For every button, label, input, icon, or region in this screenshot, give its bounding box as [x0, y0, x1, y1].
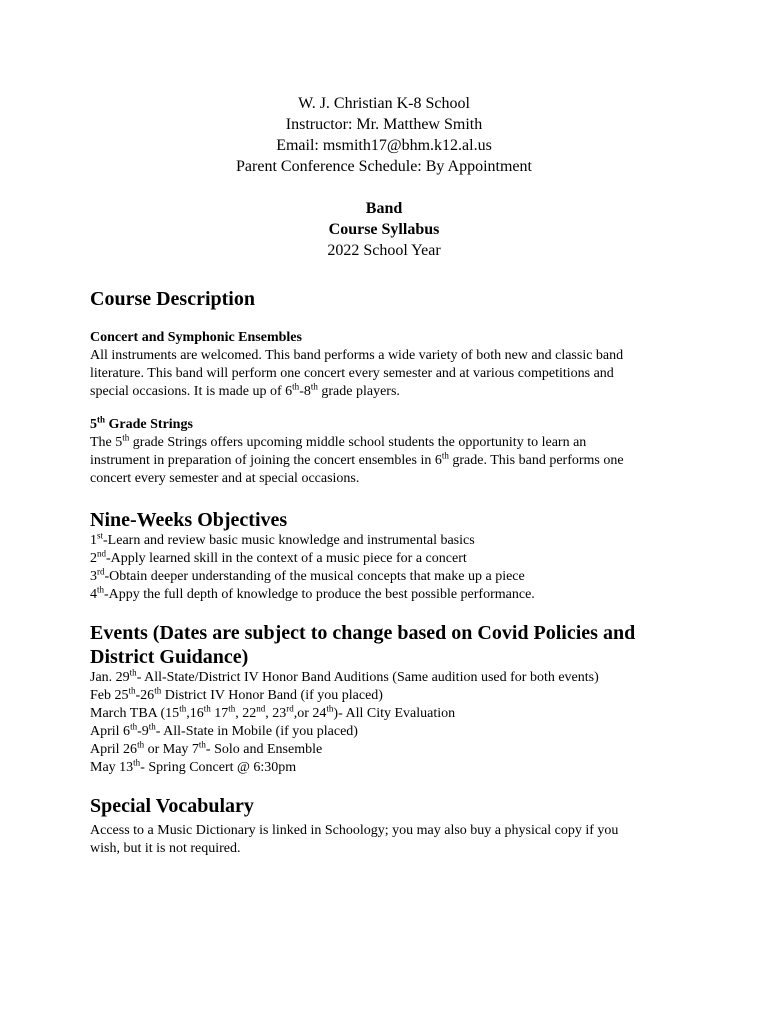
title-block — [0, 198, 768, 261]
strings-block — [90, 416, 690, 488]
email-line: Email: msmith17@bhm.k12.al.us — [276, 137, 492, 154]
vocabulary-line: wish, but it is not required. — [90, 841, 241, 856]
syllabus-title: Course Syllabus — [328, 221, 440, 238]
objectives-heading: Nine-Weeks Objectives — [90, 509, 288, 531]
course-description-heading: Course Description — [90, 288, 255, 310]
conference-line: Parent Conference Schedule: By Appointment — [236, 158, 532, 175]
vocabulary-section — [90, 794, 690, 858]
school-header — [0, 93, 768, 177]
instructor-line: Instructor: Mr. Matthew Smith — [285, 116, 483, 133]
concert-ensembles-block — [90, 329, 690, 401]
concert-desc-line: special occasions. It is made up of 6th-8th grade players. — [90, 381, 400, 399]
concert-desc-line: literature. This band will perform one concert every semester and at various competitions and — [90, 366, 614, 381]
concert-ensembles-heading: Concert and Symphonic Ensembles — [90, 330, 302, 345]
subject-title: Band — [365, 200, 403, 217]
vocabulary-heading: Special Vocabulary — [90, 795, 254, 817]
event-item: May 13th- Spring Concert @ 6:30pm — [90, 757, 297, 775]
objectives-section — [90, 508, 690, 604]
strings-desc-line: concert every semester and at special occasions. — [90, 471, 360, 486]
strings-desc-line: The 5th grade Strings offers upcoming middle school students the opportunity to learn an — [90, 432, 587, 450]
vocabulary-line: Access to a Music Dictionary is linked in Schoology; you may also buy a physical copy if you — [90, 823, 619, 838]
events-heading: Events (Dates are subject to change based on Covid Policies and — [90, 622, 636, 644]
school-name: W. J. Christian K-8 School — [298, 95, 470, 112]
objective-item: 1st-Learn and review basic music knowledge and instrumental basics — [90, 530, 475, 548]
events-heading: District Guidance) — [90, 646, 249, 668]
strings-desc-line: instrument in preparation of joining the concert ensembles in 6th grade. This band performs one — [90, 450, 624, 468]
events-section — [90, 621, 710, 777]
strings-heading: 5th Grade Strings — [90, 414, 193, 432]
objective-item: 4th-Appy the full depth of knowledge to produce the best possible performance. — [90, 584, 535, 602]
objective-item: 3rd-Obtain deeper understanding of the musical concepts that make up a piece — [90, 566, 525, 584]
event-item: Jan. 29th- All-State/District IV Honor Band Auditions (Same audition used for both events) — [90, 667, 599, 685]
objective-item: 2nd-Apply learned skill in the context of a music piece for a concert — [90, 548, 467, 566]
event-item: Feb 25th-26th District IV Honor Band (if you placed) — [90, 685, 383, 703]
school-year: 2022 School Year — [327, 242, 441, 259]
event-item: March TBA (15th,16th 17th, 22nd, 23rd,or 24th)- All City Evaluation — [90, 703, 456, 721]
event-item: April 26th or May 7th- Solo and Ensemble — [90, 739, 323, 757]
course-description-section — [90, 287, 690, 311]
concert-desc-line: All instruments are welcomed. This band performs a wide variety of both new and classic band — [90, 348, 624, 363]
event-item: April 6th-9th- All-State in Mobile (if you placed) — [90, 721, 358, 739]
